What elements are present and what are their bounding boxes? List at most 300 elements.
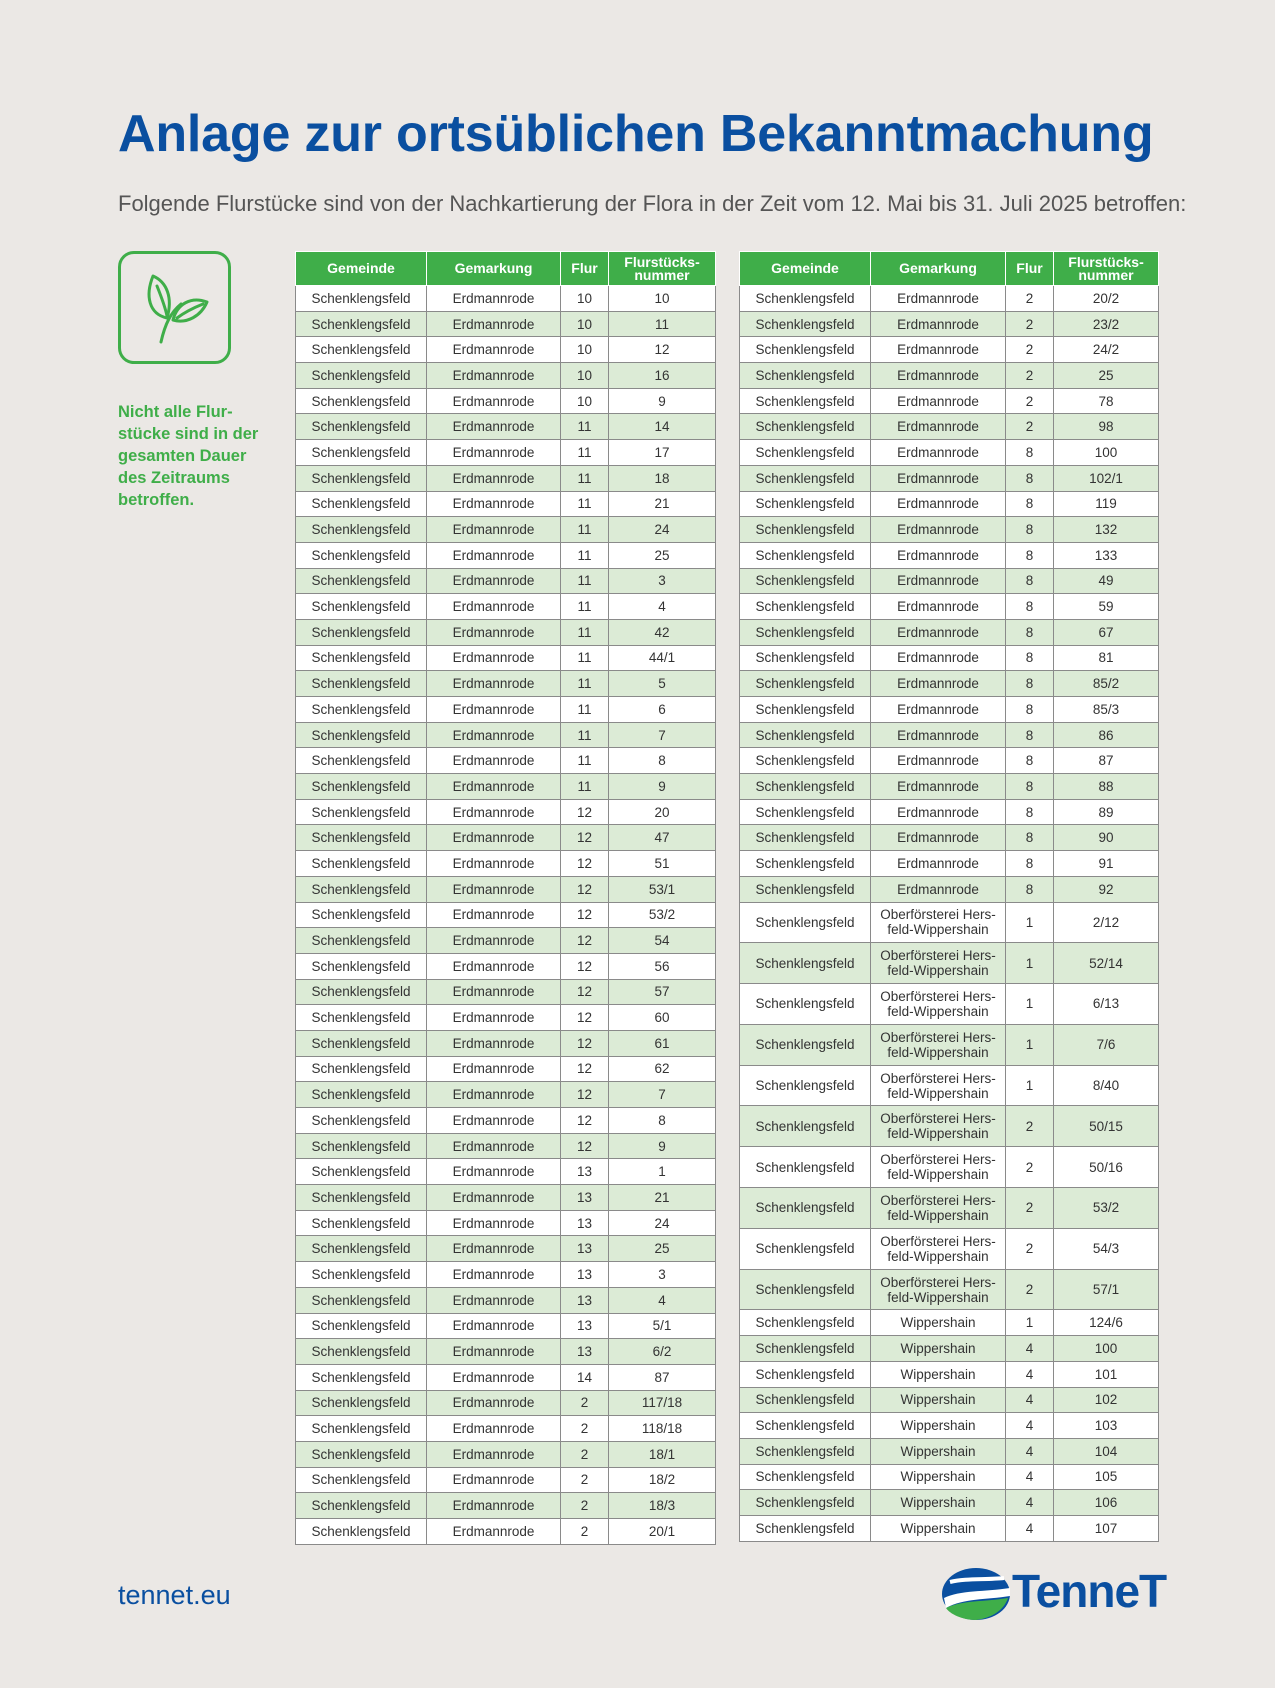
table-row: [740, 1310, 1159, 1336]
cell-flurstueck: 62: [609, 1056, 716, 1082]
cell-flur: 4: [1006, 1438, 1054, 1464]
cell-flurstueck: 16: [609, 363, 716, 389]
cell-flur: 12: [561, 1005, 609, 1031]
cell-flur: 11: [561, 748, 609, 774]
cell-gemeinde: Schenklengsfeld: [740, 825, 871, 851]
cell-flur: 11: [561, 697, 609, 723]
cell-flur: 11: [561, 774, 609, 800]
cell-gemeinde: Schenklengsfeld: [296, 568, 427, 594]
table-row: [296, 876, 716, 902]
cell-gemarkung: Erdmannrode: [427, 774, 561, 800]
cell-gemarkung: Erdmannrode: [427, 1185, 561, 1211]
cell-gemeinde: Schenklengsfeld: [296, 311, 427, 337]
cell-gemeinde: Schenklengsfeld: [740, 414, 871, 440]
cell-flurstueck: 53/2: [1054, 1188, 1159, 1229]
cell-gemeinde: Schenklengsfeld: [296, 1287, 427, 1313]
cell-gemeinde: Schenklengsfeld: [296, 1416, 427, 1442]
table-row: [296, 1185, 716, 1211]
cell-flur: 2: [561, 1467, 609, 1493]
cell-gemarkung: Oberförsterei Hers- feld-Wippershain: [871, 1065, 1006, 1106]
cell-flurstueck: 21: [609, 491, 716, 517]
cell-flurstueck: 133: [1054, 542, 1159, 568]
cell-flur: 4: [1006, 1361, 1054, 1387]
cell-gemarkung: Erdmannrode: [427, 491, 561, 517]
table-row: [296, 619, 716, 645]
cell-flurstueck: 102: [1054, 1387, 1159, 1413]
cell-gemeinde: Schenklengsfeld: [296, 697, 427, 723]
cell-gemarkung: Erdmannrode: [427, 286, 561, 312]
cell-gemarkung: Erdmannrode: [427, 1390, 561, 1416]
cell-gemeinde: Schenklengsfeld: [296, 1339, 427, 1365]
cell-gemarkung: Erdmannrode: [427, 697, 561, 723]
cell-gemarkung: Erdmannrode: [871, 722, 1006, 748]
cell-gemeinde: Schenklengsfeld: [296, 876, 427, 902]
cell-gemeinde: Schenklengsfeld: [296, 1030, 427, 1056]
header-flurstueck: [1054, 252, 1159, 286]
cell-flur: 8: [1006, 774, 1054, 800]
cell-flur: 1: [1006, 1310, 1054, 1336]
cell-flur: 13: [561, 1287, 609, 1313]
cell-gemeinde: Schenklengsfeld: [296, 1185, 427, 1211]
cell-flur: 11: [561, 491, 609, 517]
table-row: [740, 799, 1159, 825]
cell-flurstueck: 8: [609, 1108, 716, 1134]
table-row: [296, 697, 716, 723]
cell-gemeinde: Schenklengsfeld: [740, 799, 871, 825]
cell-gemeinde: Schenklengsfeld: [740, 1310, 871, 1336]
cell-flurstueck: 85/3: [1054, 697, 1159, 723]
table-row: [296, 1133, 716, 1159]
cell-flur: 13: [561, 1185, 609, 1211]
table-row: [296, 645, 716, 671]
cell-flurstueck: 117/18: [609, 1390, 716, 1416]
table-row: [296, 1159, 716, 1185]
cell-gemeinde: Schenklengsfeld: [296, 1313, 427, 1339]
table-row: [296, 774, 716, 800]
cell-flurstueck: 132: [1054, 517, 1159, 543]
cell-flurstueck: 20: [609, 799, 716, 825]
table-row: [740, 1361, 1159, 1387]
plots-table-right: [739, 251, 1159, 1542]
table-row: [296, 311, 716, 337]
cell-flur: 10: [561, 311, 609, 337]
cell-gemeinde: Schenklengsfeld: [740, 851, 871, 877]
cell-flurstueck: 60: [609, 1005, 716, 1031]
cell-gemarkung: Erdmannrode: [871, 311, 1006, 337]
cell-gemeinde: Schenklengsfeld: [296, 1236, 427, 1262]
cell-flurstueck: 87: [609, 1364, 716, 1390]
cell-flur: 10: [561, 286, 609, 312]
cell-gemarkung: Erdmannrode: [427, 1236, 561, 1262]
table-row: [740, 1228, 1159, 1269]
table-row: [740, 722, 1159, 748]
cell-gemeinde: Schenklengsfeld: [296, 1108, 427, 1134]
cell-gemarkung: Oberförsterei Hers- feld-Wippershain: [871, 902, 1006, 943]
cell-gemeinde: Schenklengsfeld: [296, 825, 427, 851]
cell-flurstueck: 8/40: [1054, 1065, 1159, 1106]
cell-flurstueck: 67: [1054, 619, 1159, 645]
cell-gemarkung: Erdmannrode: [427, 1133, 561, 1159]
cell-gemarkung: Erdmannrode: [427, 1287, 561, 1313]
cell-flur: 12: [561, 825, 609, 851]
table-row: [740, 542, 1159, 568]
cell-gemarkung: Erdmannrode: [427, 1313, 561, 1339]
cell-flur: 8: [1006, 440, 1054, 466]
table-row: [296, 594, 716, 620]
cell-gemarkung: Erdmannrode: [427, 1364, 561, 1390]
cell-flurstueck: 56: [609, 953, 716, 979]
table-row: [296, 1030, 716, 1056]
header-gemarkung: Gemarkung: [427, 252, 561, 286]
cell-flurstueck: 54/3: [1054, 1228, 1159, 1269]
table-row: [296, 491, 716, 517]
cell-gemeinde: Schenklengsfeld: [740, 337, 871, 363]
cell-flur: 11: [561, 440, 609, 466]
table-row: [296, 414, 716, 440]
cell-flurstueck: 54: [609, 928, 716, 954]
cell-gemarkung: Erdmannrode: [427, 1056, 561, 1082]
table-row: [296, 1416, 716, 1442]
cell-gemeinde: Schenklengsfeld: [740, 1269, 871, 1310]
cell-flur: 2: [1006, 337, 1054, 363]
cell-gemarkung: Erdmannrode: [427, 953, 561, 979]
cell-flurstueck: 25: [609, 542, 716, 568]
cell-gemarkung: Erdmannrode: [427, 671, 561, 697]
cell-gemarkung: Erdmannrode: [871, 414, 1006, 440]
cell-gemeinde: Schenklengsfeld: [740, 722, 871, 748]
cell-flurstueck: 51: [609, 851, 716, 877]
table-row: [740, 1336, 1159, 1362]
cell-flurstueck: 7: [609, 722, 716, 748]
leaf-icon: [118, 251, 231, 364]
footer-url[interactable]: tennet.eu: [118, 1580, 231, 1610]
header-flurstueck-line1: Flurstücks-: [624, 253, 700, 270]
cell-flurstueck: 102/1: [1054, 465, 1159, 491]
cell-gemarkung: Erdmannrode: [871, 825, 1006, 851]
table-row: [296, 286, 716, 312]
table-row: [740, 1024, 1159, 1065]
cell-gemarkung: Erdmannrode: [427, 825, 561, 851]
cell-gemarkung: Erdmannrode: [871, 388, 1006, 414]
cell-flur: 2: [561, 1441, 609, 1467]
header-flurstueck-line1: Flurstücks-: [1068, 253, 1144, 270]
table-row: [296, 1519, 716, 1545]
cell-flurstueck: 14: [609, 414, 716, 440]
table-row: [296, 1390, 716, 1416]
table-row: [296, 748, 716, 774]
cell-gemarkung: Oberförsterei Hers- feld-Wippershain: [871, 984, 1006, 1025]
table-row: [296, 979, 716, 1005]
table-row: [296, 440, 716, 466]
cell-gemarkung: Erdmannrode: [427, 928, 561, 954]
table-row: [296, 1108, 716, 1134]
cell-flur: 2: [1006, 1228, 1054, 1269]
table-row: [740, 943, 1159, 984]
cell-gemeinde: Schenklengsfeld: [740, 1515, 871, 1541]
cell-flurstueck: 24: [609, 1210, 716, 1236]
cell-flur: 8: [1006, 645, 1054, 671]
cell-gemarkung: Erdmannrode: [427, 465, 561, 491]
cell-gemarkung: Erdmannrode: [427, 1441, 561, 1467]
cell-flur: 2: [561, 1390, 609, 1416]
cell-flurstueck: 4: [609, 594, 716, 620]
cell-gemeinde: Schenklengsfeld: [296, 1467, 427, 1493]
cell-gemarkung: Erdmannrode: [427, 748, 561, 774]
cell-flurstueck: 89: [1054, 799, 1159, 825]
cell-flur: 8: [1006, 722, 1054, 748]
cell-flur: 10: [561, 363, 609, 389]
plots-table-left: [295, 251, 716, 1545]
cell-gemarkung: Oberförsterei Hers- feld-Wippershain: [871, 1024, 1006, 1065]
table-row: [740, 1269, 1159, 1310]
table-row: [740, 337, 1159, 363]
cell-gemarkung: Erdmannrode: [427, 440, 561, 466]
table-row: [296, 825, 716, 851]
cell-gemarkung: Erdmannrode: [427, 337, 561, 363]
cell-gemeinde: Schenklengsfeld: [740, 311, 871, 337]
cell-gemeinde: Schenklengsfeld: [296, 388, 427, 414]
cell-flurstueck: 86: [1054, 722, 1159, 748]
cell-flurstueck: 101: [1054, 1361, 1159, 1387]
cell-gemarkung: Erdmannrode: [871, 337, 1006, 363]
cell-flur: 11: [561, 517, 609, 543]
table-row: [740, 286, 1159, 312]
note-line: gesamten Dauer: [118, 447, 247, 465]
cell-flur: 12: [561, 928, 609, 954]
cell-flur: 11: [561, 619, 609, 645]
cell-gemeinde: Schenklengsfeld: [740, 1336, 871, 1362]
table-row: [740, 902, 1159, 943]
table-row: [740, 671, 1159, 697]
cell-flur: 4: [1006, 1490, 1054, 1516]
cell-flurstueck: 7/6: [1054, 1024, 1159, 1065]
table-row: [296, 1441, 716, 1467]
cell-gemarkung: Erdmannrode: [427, 1030, 561, 1056]
cell-flurstueck: 53/1: [609, 876, 716, 902]
cell-flurstueck: 52/14: [1054, 943, 1159, 984]
cell-gemarkung: Erdmannrode: [871, 517, 1006, 543]
note-line: des Zeitraums: [118, 469, 230, 487]
table-row: [740, 388, 1159, 414]
cell-flurstueck: 57/1: [1054, 1269, 1159, 1310]
cell-gemarkung: Erdmannrode: [427, 799, 561, 825]
cell-gemarkung: Erdmannrode: [427, 876, 561, 902]
cell-gemeinde: Schenklengsfeld: [740, 1438, 871, 1464]
cell-flurstueck: 85/2: [1054, 671, 1159, 697]
cell-flur: 13: [561, 1159, 609, 1185]
cell-gemarkung: Erdmannrode: [427, 1082, 561, 1108]
table-row: [296, 1056, 716, 1082]
note-line: betroffen.: [118, 491, 195, 509]
cell-flurstueck: 8: [609, 748, 716, 774]
cell-gemeinde: Schenklengsfeld: [740, 465, 871, 491]
cell-flurstueck: 119: [1054, 491, 1159, 517]
cell-flur: 8: [1006, 748, 1054, 774]
table-row: [740, 1464, 1159, 1490]
cell-gemeinde: Schenklengsfeld: [296, 851, 427, 877]
table-row: [296, 1287, 716, 1313]
cell-flur: 2: [1006, 363, 1054, 389]
cell-flurstueck: 53/2: [609, 902, 716, 928]
cell-gemeinde: Schenklengsfeld: [740, 671, 871, 697]
cell-flurstueck: 124/6: [1054, 1310, 1159, 1336]
cell-flurstueck: 98: [1054, 414, 1159, 440]
page-subtitle: Folgende Flurstücke sind von der Nachkartierung der Flora in der Zeit vom 12. Mai bis 31. Juli 2025 betroffen:: [118, 191, 1187, 216]
cell-gemarkung: Erdmannrode: [427, 311, 561, 337]
cell-gemeinde: Schenklengsfeld: [296, 594, 427, 620]
cell-gemarkung: Erdmannrode: [871, 671, 1006, 697]
cell-gemarkung: Erdmannrode: [871, 697, 1006, 723]
header-flurstueck-line2: nummer: [1078, 266, 1134, 283]
cell-gemarkung: Erdmannrode: [871, 619, 1006, 645]
cell-gemarkung: Erdmannrode: [871, 876, 1006, 902]
cell-flur: 13: [561, 1210, 609, 1236]
table-row: [740, 568, 1159, 594]
cell-flur: 13: [561, 1236, 609, 1262]
cell-gemeinde: Schenklengsfeld: [296, 1159, 427, 1185]
table-row: [296, 1005, 716, 1031]
cell-gemarkung: Erdmannrode: [871, 542, 1006, 568]
cell-flur: 8: [1006, 491, 1054, 517]
cell-flur: 12: [561, 902, 609, 928]
cell-gemeinde: Schenklengsfeld: [296, 953, 427, 979]
cell-gemarkung: Erdmannrode: [427, 645, 561, 671]
cell-gemeinde: Schenklengsfeld: [740, 568, 871, 594]
cell-flur: 12: [561, 876, 609, 902]
table-row: [296, 1467, 716, 1493]
cell-gemarkung: Erdmannrode: [871, 645, 1006, 671]
cell-gemarkung: Erdmannrode: [427, 1519, 561, 1545]
cell-flurstueck: 4: [609, 1287, 716, 1313]
cell-flurstueck: 118/18: [609, 1416, 716, 1442]
cell-flurstueck: 9: [609, 1133, 716, 1159]
cell-gemarkung: Erdmannrode: [427, 1159, 561, 1185]
table-row: [296, 1313, 716, 1339]
cell-gemeinde: Schenklengsfeld: [740, 697, 871, 723]
cell-flur: 8: [1006, 671, 1054, 697]
cell-flurstueck: 2/12: [1054, 902, 1159, 943]
cell-flur: 4: [1006, 1387, 1054, 1413]
table-row: [740, 517, 1159, 543]
table-row: [296, 1082, 716, 1108]
cell-gemeinde: Schenklengsfeld: [296, 542, 427, 568]
cell-flurstueck: 24: [609, 517, 716, 543]
cell-gemarkung: Oberförsterei Hers- feld-Wippershain: [871, 1188, 1006, 1229]
cell-gemeinde: Schenklengsfeld: [296, 1210, 427, 1236]
cell-gemarkung: Erdmannrode: [427, 517, 561, 543]
cell-flurstueck: 25: [609, 1236, 716, 1262]
cell-flur: 12: [561, 1030, 609, 1056]
cell-flur: 8: [1006, 542, 1054, 568]
table-row: [296, 671, 716, 697]
cell-gemarkung: Erdmannrode: [427, 722, 561, 748]
cell-gemeinde: Schenklengsfeld: [740, 1065, 871, 1106]
page-title: Anlage zur ortsüblichen Bekanntmachung: [118, 105, 1154, 163]
table-row: [296, 1364, 716, 1390]
table-row: [296, 799, 716, 825]
cell-flur: 8: [1006, 619, 1054, 645]
table-row: [740, 619, 1159, 645]
cell-gemeinde: Schenklengsfeld: [740, 943, 871, 984]
cell-gemarkung: Erdmannrode: [871, 363, 1006, 389]
cell-flur: 11: [561, 542, 609, 568]
cell-flurstueck: 92: [1054, 876, 1159, 902]
cell-flur: 8: [1006, 465, 1054, 491]
cell-gemeinde: Schenklengsfeld: [740, 286, 871, 312]
cell-flur: 4: [1006, 1413, 1054, 1439]
cell-gemarkung: Oberförsterei Hers- feld-Wippershain: [871, 1228, 1006, 1269]
cell-flur: 4: [1006, 1336, 1054, 1362]
table-row: [740, 491, 1159, 517]
cell-flur: 2: [561, 1493, 609, 1519]
cell-gemeinde: Schenklengsfeld: [740, 1413, 871, 1439]
cell-gemeinde: Schenklengsfeld: [740, 594, 871, 620]
cell-flur: 12: [561, 979, 609, 1005]
cell-gemarkung: Erdmannrode: [427, 1416, 561, 1442]
cell-gemarkung: Erdmannrode: [427, 1262, 561, 1288]
cell-gemarkung: Erdmannrode: [427, 1339, 561, 1365]
cell-flurstueck: 87: [1054, 748, 1159, 774]
cell-gemarkung: Oberförsterei Hers- feld-Wippershain: [871, 1269, 1006, 1310]
cell-gemarkung: Erdmannrode: [427, 1493, 561, 1519]
cell-gemeinde: Schenklengsfeld: [740, 984, 871, 1025]
cell-flur: 2: [1006, 286, 1054, 312]
table-row: [740, 465, 1159, 491]
cell-gemeinde: Schenklengsfeld: [740, 1188, 871, 1229]
table-row: [296, 1236, 716, 1262]
cell-flur: 2: [561, 1416, 609, 1442]
cell-gemeinde: Schenklengsfeld: [740, 1228, 871, 1269]
cell-flurstueck: 18/1: [609, 1441, 716, 1467]
cell-flurstueck: 9: [609, 388, 716, 414]
cell-gemarkung: Erdmannrode: [427, 1210, 561, 1236]
table-row: [296, 902, 716, 928]
cell-gemeinde: Schenklengsfeld: [740, 1361, 871, 1387]
cell-flurstueck: 6/2: [609, 1339, 716, 1365]
table-row: [740, 1490, 1159, 1516]
cell-flur: 12: [561, 1082, 609, 1108]
table-row: [740, 311, 1159, 337]
cell-flur: 13: [561, 1339, 609, 1365]
cell-flur: 8: [1006, 568, 1054, 594]
table-row: [296, 465, 716, 491]
cell-gemeinde: Schenklengsfeld: [740, 1024, 871, 1065]
table-row: [740, 1387, 1159, 1413]
cell-gemarkung: Erdmannrode: [871, 491, 1006, 517]
table-row: [296, 388, 716, 414]
cell-flurstueck: 91: [1054, 851, 1159, 877]
note-line: Nicht alle Flur-: [118, 403, 233, 421]
cell-gemarkung: Wippershain: [871, 1515, 1006, 1541]
cell-flur: 2: [1006, 414, 1054, 440]
table-header-row: [740, 252, 1159, 286]
cell-gemarkung: Erdmannrode: [427, 619, 561, 645]
table-row: [296, 722, 716, 748]
cell-gemarkung: Oberförsterei Hers- feld-Wippershain: [871, 943, 1006, 984]
cell-flur: 11: [561, 671, 609, 697]
cell-flur: 2: [1006, 1147, 1054, 1188]
cell-flurstueck: 103: [1054, 1413, 1159, 1439]
cell-gemeinde: Schenklengsfeld: [740, 876, 871, 902]
cell-gemarkung: Erdmannrode: [427, 594, 561, 620]
cell-gemeinde: Schenklengsfeld: [296, 517, 427, 543]
table-row: [740, 697, 1159, 723]
cell-flur: 8: [1006, 697, 1054, 723]
cell-gemeinde: Schenklengsfeld: [296, 1056, 427, 1082]
table-row: [296, 542, 716, 568]
cell-gemarkung: Erdmannrode: [871, 594, 1006, 620]
header-gemeinde: Gemeinde: [296, 252, 427, 286]
